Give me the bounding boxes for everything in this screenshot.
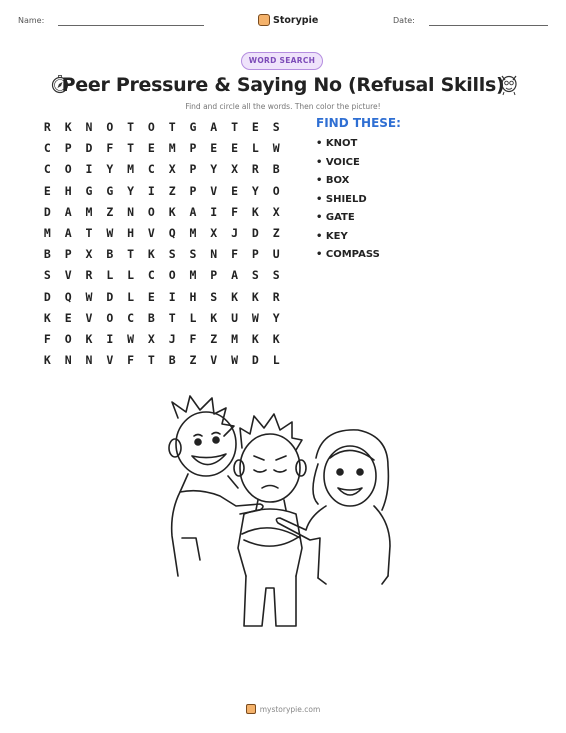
worksheet-header <box>0 14 566 30</box>
grid-letter[interactable]: K <box>272 331 280 346</box>
word-list-item: • KEY <box>316 230 348 242</box>
grid-letter[interactable]: N <box>85 120 93 134</box>
grid-letter[interactable]: L <box>251 141 259 156</box>
grid-letter[interactable]: S <box>251 268 259 283</box>
grid-letter[interactable]: P <box>251 247 259 262</box>
grid-letter[interactable]: C <box>147 162 155 177</box>
grid-letter[interactable]: S <box>272 120 280 134</box>
footer <box>0 704 566 714</box>
grid-letter[interactable]: M <box>168 141 176 156</box>
grid-row <box>37 138 287 159</box>
coloring-picture[interactable] <box>150 388 420 636</box>
grid-letter[interactable]: P <box>64 141 72 156</box>
center-boy-figure <box>234 414 306 626</box>
left-boy-figure <box>169 396 263 576</box>
grid-row <box>37 181 287 202</box>
grid-letter[interactable]: F <box>231 204 239 219</box>
grid-row <box>37 287 287 308</box>
grid-letter[interactable]: W <box>251 310 259 325</box>
grid-letter[interactable]: O <box>64 162 72 177</box>
grid-letter[interactable]: T <box>147 353 155 368</box>
grid-letter[interactable]: B <box>272 162 280 177</box>
name-label: Name: <box>18 16 45 25</box>
grid-letter[interactable]: O <box>147 120 155 134</box>
grid-letter[interactable]: K <box>147 247 155 262</box>
grid-letter[interactable]: E <box>43 183 51 198</box>
grid-row <box>37 350 287 371</box>
grid-letter[interactable]: R <box>43 120 51 134</box>
grid-letter[interactable]: G <box>189 120 197 134</box>
grid-letter[interactable]: O <box>147 204 155 219</box>
grid-row <box>37 329 287 350</box>
grid-letter[interactable]: K <box>251 289 259 304</box>
instructions: Find and circle all the words. Then color the picture! <box>185 102 381 111</box>
grid-letter[interactable]: D <box>251 353 259 368</box>
grid-letter[interactable]: Q <box>168 225 176 240</box>
grid-letter[interactable]: C <box>43 162 51 177</box>
name-field-line[interactable] <box>58 25 204 26</box>
grid-letter[interactable]: B <box>147 310 155 325</box>
grid-letter[interactable]: W <box>106 225 114 240</box>
grid-letter[interactable]: M <box>189 225 197 240</box>
grid-row <box>37 159 287 180</box>
grid-letter[interactable]: Z <box>106 204 114 219</box>
grid-letter[interactable]: A <box>64 204 72 219</box>
storypie-logo-icon <box>258 14 270 26</box>
grid-letter[interactable]: Q <box>64 289 72 304</box>
grid-letter[interactable]: X <box>147 331 155 346</box>
grid-letter[interactable]: Y <box>272 310 280 325</box>
grid-letter[interactable]: I <box>210 204 218 219</box>
grid-letter[interactable]: T <box>168 310 176 325</box>
grid-letter[interactable]: T <box>127 141 135 156</box>
grid-letter[interactable]: P <box>189 141 197 156</box>
grid-letter[interactable]: H <box>189 289 197 304</box>
grid-letter[interactable]: L <box>272 353 280 368</box>
right-girl-figure <box>276 430 390 584</box>
grid-letter[interactable]: F <box>106 141 114 156</box>
word-list-item: • COMPASS <box>316 249 380 260</box>
grid-letter[interactable]: Y <box>127 183 135 198</box>
grid-letter[interactable]: O <box>168 268 176 283</box>
grid-letter[interactable]: U <box>231 310 239 325</box>
grid-letter[interactable]: P <box>189 183 197 198</box>
grid-letter[interactable]: L <box>127 289 135 304</box>
grid-letter[interactable]: J <box>231 225 239 240</box>
grid-row <box>37 308 287 329</box>
grid-letter[interactable]: L <box>127 268 135 283</box>
grid-letter[interactable]: V <box>85 310 93 325</box>
grid-letter[interactable]: Y <box>210 162 218 177</box>
grid-letter[interactable]: I <box>106 331 114 346</box>
grid-letter[interactable]: I <box>147 183 155 198</box>
grid-letter[interactable]: N <box>127 204 135 219</box>
grid-letter[interactable]: M <box>189 268 197 283</box>
grid-letter[interactable]: S <box>168 247 176 262</box>
grid-letter[interactable]: D <box>85 141 93 156</box>
grid-letter[interactable]: W <box>272 141 280 156</box>
grid-letter[interactable]: K <box>210 310 218 325</box>
brand-logo <box>258 14 318 26</box>
date-label: Date: <box>393 16 415 25</box>
grid-letter[interactable]: H <box>127 225 135 240</box>
grid-letter[interactable]: C <box>127 310 135 325</box>
grid-letter[interactable]: P <box>189 162 197 177</box>
grid-letter[interactable]: O <box>64 331 72 346</box>
grid-letter[interactable]: P <box>64 247 72 262</box>
grid-letter[interactable]: S <box>210 289 218 304</box>
letter-grid[interactable] <box>37 117 287 371</box>
grid-letter[interactable]: B <box>43 247 51 262</box>
grid-letter[interactable]: N <box>64 353 72 368</box>
grid-letter[interactable]: F <box>231 247 239 262</box>
grid-letter[interactable]: G <box>85 183 93 198</box>
grid-letter[interactable]: I <box>168 289 176 304</box>
grid-letter[interactable]: E <box>251 120 259 134</box>
grid-letter[interactable]: A <box>64 225 72 240</box>
word-list-item: • SHIELD <box>316 193 367 205</box>
grid-letter[interactable]: E <box>231 183 239 198</box>
grid-letter[interactable]: W <box>127 331 135 346</box>
grid-letter[interactable]: P <box>210 268 218 283</box>
grid-letter[interactable]: R <box>85 268 93 283</box>
grid-letter[interactable]: C <box>43 141 51 156</box>
word-search-badge: WORD SEARCH <box>241 52 323 70</box>
grid-letter[interactable]: N <box>85 353 93 368</box>
grid-letter[interactable]: Z <box>210 331 218 346</box>
grid-letter[interactable]: X <box>210 225 218 240</box>
grid-letter[interactable]: W <box>85 289 93 304</box>
grid-letter[interactable]: A <box>231 268 239 283</box>
grid-letter[interactable]: V <box>147 225 155 240</box>
grid-letter[interactable]: T <box>127 120 135 134</box>
grid-letter[interactable]: Z <box>272 225 280 240</box>
grid-letter[interactable]: C <box>147 268 155 283</box>
grid-letter[interactable]: V <box>210 183 218 198</box>
grid-letter[interactable]: D <box>43 204 51 219</box>
word-list-heading: FIND THESE: <box>316 116 401 130</box>
grid-row <box>37 117 287 138</box>
grid-letter[interactable]: B <box>168 353 176 368</box>
grid-letter[interactable]: K <box>251 331 259 346</box>
word-list-item: • BOX <box>316 175 350 186</box>
grid-letter[interactable]: D <box>43 289 51 304</box>
grid-letter[interactable]: V <box>106 353 114 368</box>
word-list-item: • KNOT <box>316 138 358 149</box>
grid-letter[interactable]: L <box>189 310 197 325</box>
grid-letter[interactable]: T <box>168 120 176 134</box>
grid-letter[interactable]: E <box>147 289 155 304</box>
grid-letter[interactable]: S <box>43 268 51 283</box>
grid-letter[interactable]: N <box>210 247 218 262</box>
grid-letter[interactable]: L <box>106 268 114 283</box>
grid-letter[interactable]: K <box>64 120 72 134</box>
grid-letter[interactable]: O <box>106 120 114 134</box>
grid-letter[interactable]: T <box>127 247 135 262</box>
footer-url[interactable]: mystorypie.com <box>259 704 321 714</box>
grid-letter[interactable]: V <box>210 353 218 368</box>
grid-letter[interactable]: J <box>168 331 176 346</box>
grid-letter[interactable]: V <box>64 268 72 283</box>
word-list <box>316 137 380 267</box>
grid-row <box>37 244 287 265</box>
grid-letter[interactable]: H <box>64 183 72 198</box>
grid-letter[interactable]: D <box>106 289 114 304</box>
grid-letter[interactable]: M <box>43 225 51 240</box>
grid-letter[interactable]: E <box>231 141 239 156</box>
grid-letter[interactable]: F <box>127 353 135 368</box>
grid-letter[interactable]: D <box>251 225 259 240</box>
grid-letter[interactable]: X <box>85 247 93 262</box>
grid-letter[interactable]: A <box>210 120 218 134</box>
grid-letter[interactable]: R <box>272 289 280 304</box>
grid-letter[interactable]: U <box>272 247 280 262</box>
grid-letter[interactable]: X <box>272 204 280 219</box>
grid-letter[interactable]: I <box>85 162 93 177</box>
grid-letter[interactable]: K <box>85 331 93 346</box>
grid-letter[interactable]: Y <box>251 183 259 198</box>
grid-letter[interactable]: W <box>231 353 239 368</box>
grid-row <box>37 202 287 223</box>
grid-letter[interactable]: O <box>106 310 114 325</box>
grid-letter[interactable]: S <box>189 247 197 262</box>
grid-letter[interactable]: T <box>85 225 93 240</box>
storypie-footer-icon <box>246 704 256 714</box>
date-field-line[interactable] <box>429 25 548 26</box>
grid-letter[interactable]: B <box>106 247 114 262</box>
grid-letter[interactable]: O <box>272 183 280 198</box>
grid-letter[interactable]: Z <box>168 183 176 198</box>
grid-letter[interactable]: M <box>231 331 239 346</box>
grid-row <box>37 265 287 286</box>
grid-letter[interactable]: K <box>168 204 176 219</box>
grid-row <box>37 223 287 244</box>
grid-letter[interactable]: K <box>43 310 51 325</box>
page-title: Peer Pressure & Saying No (Refusal Skills) <box>61 74 505 96</box>
grid-letter[interactable]: E <box>64 310 72 325</box>
grid-letter[interactable]: K <box>231 289 239 304</box>
word-list-item: • VOICE <box>316 156 360 168</box>
grid-letter[interactable]: E <box>210 141 218 156</box>
grid-letter[interactable]: F <box>43 331 51 346</box>
grid-letter[interactable]: X <box>231 162 239 177</box>
grid-letter[interactable]: X <box>168 162 176 177</box>
word-list-item: • GATE <box>316 212 355 223</box>
grid-letter[interactable]: T <box>231 120 239 134</box>
grid-letter[interactable]: G <box>106 183 114 198</box>
grid-letter[interactable]: Z <box>189 353 197 368</box>
grid-letter[interactable]: K <box>251 204 259 219</box>
grid-letter[interactable]: Y <box>106 162 114 177</box>
grid-letter[interactable]: M <box>85 204 93 219</box>
grid-letter[interactable]: M <box>127 162 135 177</box>
grid-letter[interactable]: A <box>189 204 197 219</box>
grid-letter[interactable]: S <box>272 268 280 283</box>
brand-name: Storypie <box>273 14 319 26</box>
grid-letter[interactable]: K <box>43 353 51 368</box>
grid-letter[interactable]: F <box>189 331 197 346</box>
grid-letter[interactable]: R <box>251 162 259 177</box>
mascot-icon <box>498 72 520 96</box>
grid-letter[interactable]: E <box>147 141 155 156</box>
